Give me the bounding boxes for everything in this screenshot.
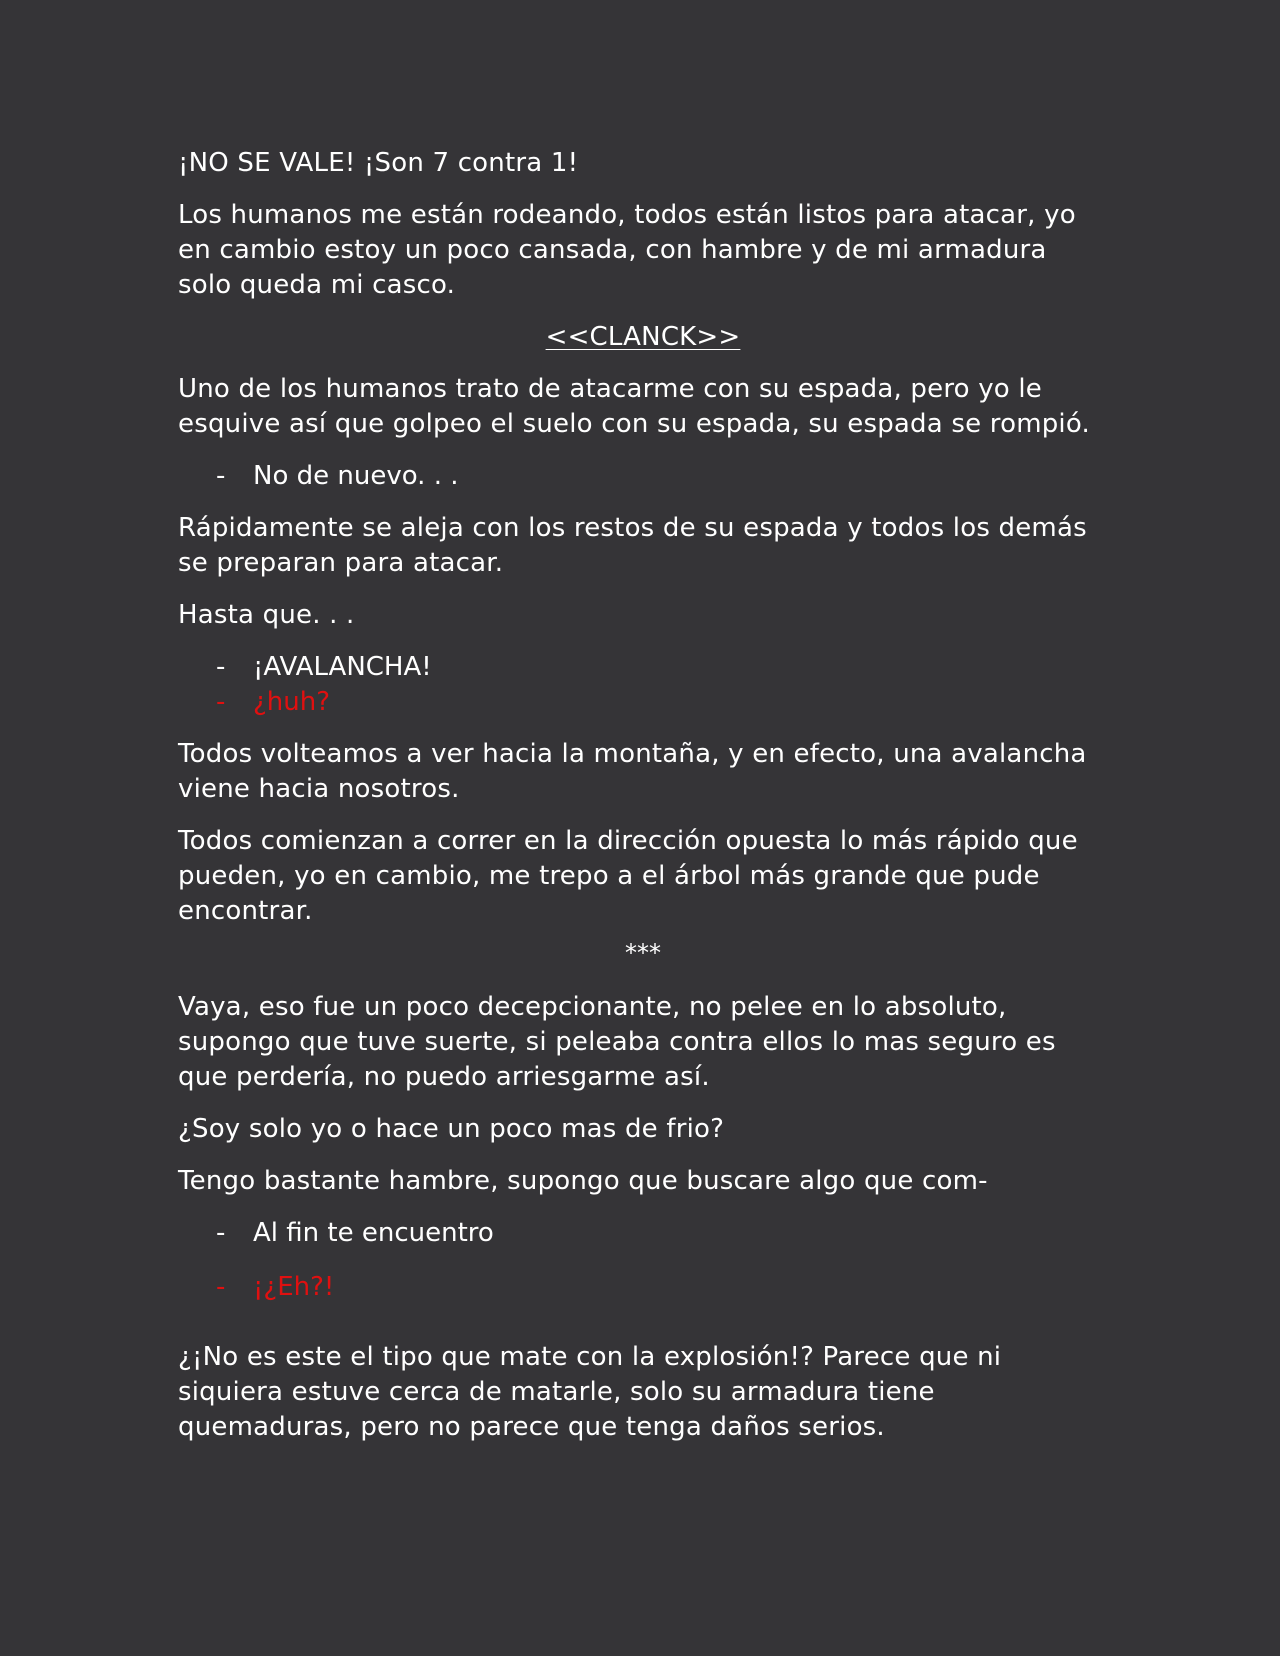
dialogue-list xyxy=(178,459,1108,494)
paragraph: ¿¡No es este el tipo que mate con la explosión!? Parece que ni siquiera estuve cerca de matarle, solo su armadura tiene quemaduras, pero no parece que tenga daños serios. xyxy=(178,1342,1002,1442)
dialogue-line xyxy=(178,1216,1108,1251)
dialogue-text: ¡¿Eh?! xyxy=(253,1272,335,1302)
paragraph: Todos comienzan a correr en la dirección opuesta lo más rápido que pueden, yo en cambio, me trepo a el árbol más grande que pude encontrar. xyxy=(178,826,1078,926)
scene-separator: *** xyxy=(625,939,661,967)
dialogue-text: Al fin te encuentro xyxy=(253,1218,494,1248)
dialogue-dash: - xyxy=(216,461,226,491)
story-text xyxy=(178,146,1108,1462)
dialogue-dash: - xyxy=(216,1218,226,1248)
dialogue-line xyxy=(178,650,1108,685)
paragraph: Los humanos me están rodeando, todos están listos para atacar, yo en cambio estoy un poco cansada, con hambre y de mi armadura solo queda mi casco. xyxy=(178,200,1076,300)
dialogue-text: No de nuevo. . . xyxy=(253,461,459,491)
sound-effect xyxy=(178,320,1108,355)
dialogue-dash: - xyxy=(216,652,226,682)
paragraph: Hasta que. . . xyxy=(178,600,355,630)
paragraph: Todos volteamos a ver hacia la montaña, y en efecto, una avalancha viene hacia nosotros. xyxy=(178,739,1087,804)
paragraph: ¿Soy solo yo o hace un poco mas de frio? xyxy=(178,1114,725,1144)
dialogue-list xyxy=(178,650,1108,720)
dialogue-line-red xyxy=(178,1270,1108,1305)
paragraph: Tengo bastante hambre, supongo que buscare algo que com- xyxy=(178,1166,988,1196)
sound-effect-text: <<CLANCK>> xyxy=(545,322,741,352)
paragraph: Vaya, eso fue un poco decepcionante, no pelee en lo absoluto, supongo que tuve suerte, si peleaba contra ellos lo mas seguro es que perdería, no puedo arriesgarme así. xyxy=(178,992,1056,1092)
dialogue-text: ¿huh? xyxy=(253,687,331,717)
dialogue-dash: - xyxy=(216,1272,226,1302)
paragraph: ¡NO SE VALE! ¡Son 7 contra 1! xyxy=(178,148,579,178)
dialogue-line xyxy=(178,459,1108,494)
dialogue-line-red xyxy=(178,685,1108,720)
dialogue-dash: - xyxy=(216,687,226,717)
dialogue-list xyxy=(178,1216,1108,1305)
paragraph: Uno de los humanos trato de atacarme con su espada, pero yo le esquive así que golpeo el suelo con su espada, su espada se rompió. xyxy=(178,374,1090,439)
paragraph: Rápidamente se aleja con los restos de su espada y todos los demás se preparan para atacar. xyxy=(178,513,1087,578)
dialogue-text: ¡AVALANCHA! xyxy=(253,652,432,682)
